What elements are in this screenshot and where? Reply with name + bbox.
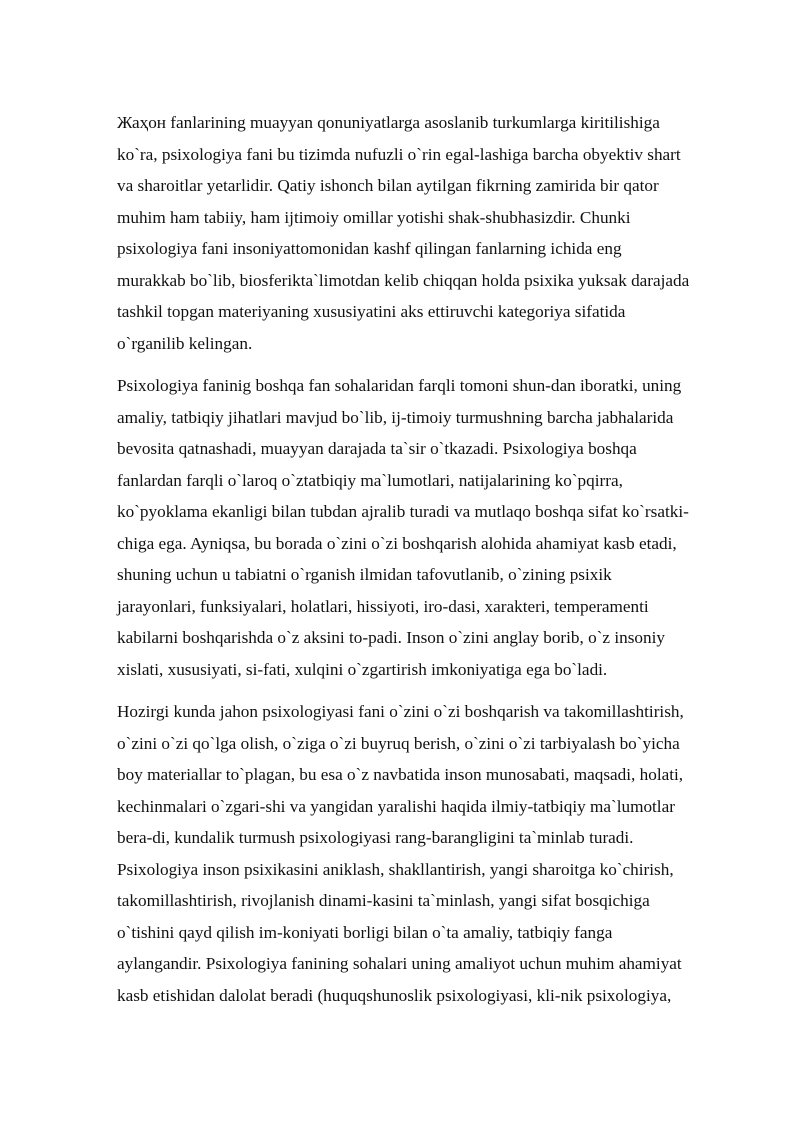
text-line: chiga ega. Ayniqsa, bu borada o`zini o`zi boshqarish alohida ahamiyat kasb etadi, — [117, 533, 677, 553]
text-line: Hozirgi kunda jahon psixologiyasi fani o`zini o`zi boshqarish va takomillashtirish, — [117, 702, 684, 721]
text-line: xislati, xususiyati, si-fati, xulqini o`zgartirish imkoniyatiga ega bo`ladi. — [117, 659, 608, 679]
text-line: kabilarni boshqarishda o`z aksini to-padi. Inson o`zini anglay borib, o`z insoniy — [117, 628, 665, 647]
text-line: fanlardan farqli o`laroq o`ztatbiqiy ma`lumotlari, natijalarining ko`pqirra, — [117, 470, 623, 490]
text-line: tashkil topgan materiyaning xususiyatini aks ettiruvchi kategoriya sifatida — [117, 302, 626, 321]
text-line: jarayonlari, funksiyalari, holatlari, hissiyoti, iro-dasi, xarakteri, temperamenti — [117, 596, 649, 616]
text-line: kasb etishidan dalolat beradi (huquqshunoslik psixologiyasi, kli-nik psixologiya, — [117, 985, 672, 1005]
text-line: kechinmalari o`zgari-shi va yangidan yaralishi haqida ilmiy-tatbiqiy ma`lumotlar — [117, 796, 675, 816]
text-line: Жаҳон fanlarining muayyan qonuniyatlarga asoslanib turkumlarga kiritilishiga — [117, 113, 660, 132]
text-line: takomillashtirish, rivojlanish dinami-kasini ta`minlash, yangi sifat bosqichiga — [117, 891, 650, 910]
paragraph-3 — [117, 696, 742, 1011]
paragraph-2 — [117, 370, 742, 685]
text-line: amaliy, tatbiqiy jihatlari mavjud bo`lib, ij-timoiy turmushning barcha jabhalarida — [117, 407, 674, 427]
text-line: ko`ra, psixologiya fani bu tizimda nufuzli o`rin egal-lashiga barcha obyektiv shart — [117, 144, 681, 164]
body-text — [117, 107, 742, 1022]
text-line: ko`pyoklama ekanligi bilan tubdan ajralib turadi va mutlaqo boshqa sifat ko`rsatki- — [117, 502, 689, 521]
text-line: shuning uchun u tabiatni o`rganish ilmidan tafovutlanib, o`zining psixik — [117, 565, 612, 584]
text-line: psixologiya fani insoniyattomonidan kashf qilingan fanlarning ichida eng — [117, 239, 622, 258]
text-line: Psixologiya faninig boshqa fan sohalaridan farqli tomoni shun-dan iboratki, uning — [117, 376, 682, 395]
text-line: bevosita qatnashadi, muayyan darajada ta`sir o`tkazadi. Psixologiya boshqa — [117, 439, 637, 458]
text-line: Psixologiya inson psixikasini aniklash, shakllantirish, yangi sharoitga ko`chirish, — [117, 859, 674, 879]
text-line: o`tishini qayd qilish im-koniyati borligi bilan o`ta amaliy, tatbiqiy fanga — [117, 922, 613, 942]
text-line: boy materiallar to`plagan, bu esa o`z navbatida inson munosabati, maqsadi, holati, — [117, 765, 684, 784]
paragraph-1 — [117, 107, 742, 359]
text-line: o`zini o`zi qo`lga olish, o`ziga o`zi buyruq berish, o`zini o`zi tarbiyalash bo`yicha — [117, 733, 680, 753]
text-line: aylangandir. Psixologiya fanining sohalari uning amaliyot uchun muhim ahamiyat — [117, 954, 682, 973]
text-line: murakkab bo`lib, biosferikta`limotdan kelib chiqqan holda psixika yuksak darajada — [117, 270, 690, 290]
text-line: muhim ham tabiiy, ham ijtimoiy omillar yotishi shak-shubhasizdir. Chunki — [117, 207, 631, 227]
text-line: va sharoitlar yetarlidir. Qatiy ishonch bilan aytilgan fikrning zamirida bir qator — [117, 176, 659, 195]
text-line: o`rganilib kelingan. — [117, 333, 253, 353]
text-line: bera-di, kundalik turmush psixologiyasi rang-barangligini ta`minlab turadi. — [117, 828, 634, 847]
